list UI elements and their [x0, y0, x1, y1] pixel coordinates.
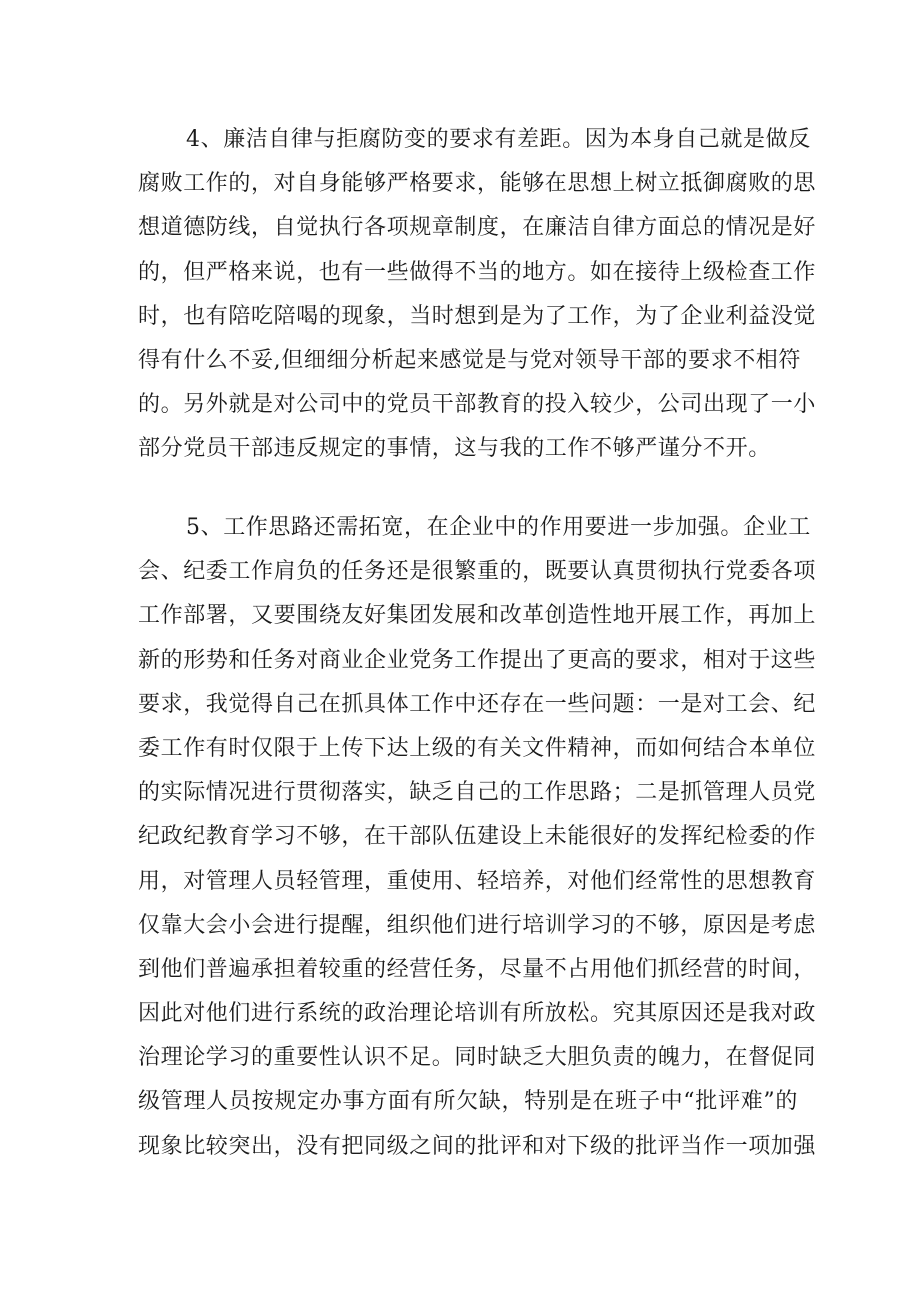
- text-line: 要求，我觉得自己在抓具体工作中还存在一些问题：一是对工会、纪: [138, 691, 817, 717]
- text-line: 时，也有陪吃陪喝的现象，当时想到是为了工作，为了企业利益没觉: [138, 303, 817, 329]
- paragraph-5-work-approach: [138, 506, 817, 1169]
- text-line: 的。另外就是对公司中的党员干部教育的投入较少，公司出现了一小: [138, 392, 817, 418]
- text-line: 新的形势和任务对商业企业党务工作提出了更高的要求，相对于这些: [138, 647, 817, 673]
- text-line: 现象比较突出，没有把同级之间的批评和对下级的批评当作一项加强: [138, 1133, 817, 1159]
- text-line: 想道德防线，自觉执行各项规章制度，在廉洁自律方面总的情况是好: [138, 215, 817, 241]
- text-line: 委工作有时仅限于上传下达上级的有关文件精神，而如何结合本单位: [138, 735, 817, 761]
- text-line: 纪政纪教育学习不够，在干部队伍建设上未能很好的发挥纪检委的作: [138, 824, 817, 850]
- text-line: 的，但严格来说，也有一些做得不当的地方。如在接待上级检查工作: [138, 259, 817, 285]
- text-line: 工作部署，又要围绕友好集团发展和改革创造性地开展工作，再加上: [138, 603, 817, 629]
- text-line: 腐败工作的，对自身能够严格要求，能够在思想上树立抵御腐败的思: [138, 171, 817, 197]
- text-line: 得有什么不妥,但细细分析起来感觉是与党对领导干部的要求不相符: [138, 347, 801, 373]
- text-line: 部分党员干部违反规定的事情，这与我的工作不够严谨分不开。: [138, 436, 771, 462]
- text-line: 5、工作思路还需拓宽，在企业中的作用要进一步加强。企业工: [186, 515, 811, 540]
- text-line: 到他们普遍承担着较重的经营任务，尽量不占用他们抓经营的时间，: [138, 956, 817, 982]
- paragraph-4-integrity-self-discipline: [138, 118, 817, 472]
- text-line: 因此对他们进行系统的政治理论培训有所放松。究其原因还是我对政: [138, 1001, 817, 1027]
- text-line: 治理论学习的重要性认识不足。同时缺乏大胆负责的魄力，在督促同: [138, 1045, 817, 1071]
- text-line: 4、廉洁自律与拒腐防变的要求有差距。因为本身自己就是做反: [186, 127, 811, 152]
- text-line: 级管理人员按规定办事方面有所欠缺，特别是在班子中“批评难”的: [138, 1089, 798, 1115]
- text-line: 仅靠大会小会进行提醒，组织他们进行培训学习的不够，原因是考虑: [138, 912, 817, 938]
- text-line: 会、纪委工作肩负的任务还是很繁重的，既要认真贯彻执行党委各项: [138, 559, 817, 585]
- text-line: 的实际情况进行贯彻落实，缺乏自己的工作思路；二是抓管理人员党: [138, 780, 817, 806]
- text-line: 用，对管理人员轻管理，重使用、轻培养，对他们经常性的思想教育: [138, 868, 817, 894]
